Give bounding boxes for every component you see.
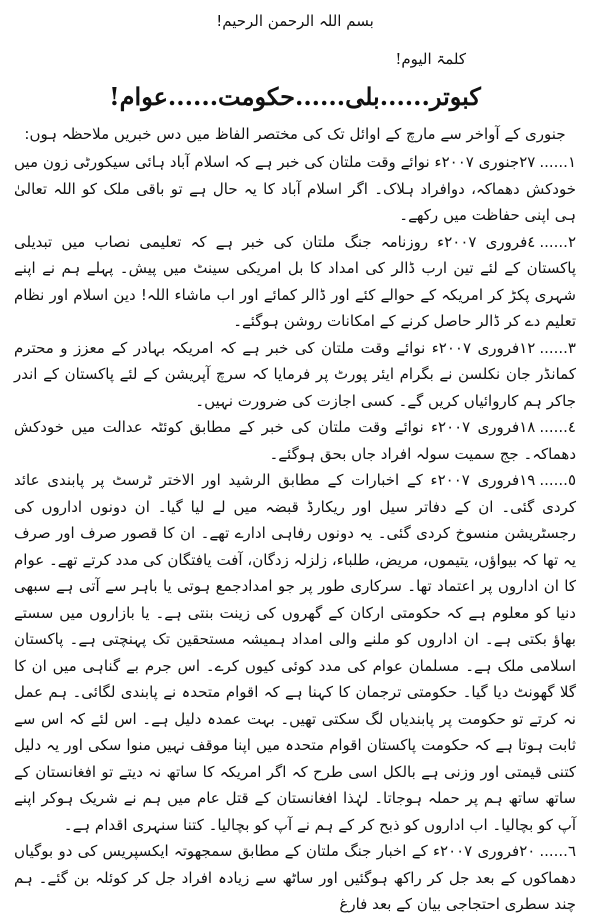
news-item-text: ١٩فروری ٢٠٠٧ء کے اخبارات کے مطابق الرشید اور الاختر ٹرسٹ پر پابندی عائد کردی گئی۔ ان کے دفاتر سیل اور ریکارڈ قبضہ میں لے لیا گیا۔ ان دونوں اداروں کی رجسٹریشن منسوخ کردی گئی۔ یہ دونوں رفاہی ادارے تھے۔ ان کا قصور صرف اور صرف یہ تھا کہ بیواؤں، یتیموں، مریض، طلباء، زلزلہ زدگان، آفت یافتگان کی مدد کرتے تھے۔ عوام کا ان اداروں پر اعتماد تھا۔ سرکاری طور پر جو امدادجمع ہوتی یا باہر سے آتی ہے سبھی دنیا کو معلوم ہے کہ حکومتی ارکان کے گھروں کی زینت بنتی ہے۔ یا بازاروں میں سستے بھاؤ بکتی ہے۔ ان اداروں کو ملنے والی امداد ہمیشہ مستحقین تک پہنچتی ہے۔ پاکستان اسلامی ملک ہے۔ مسلمان عوام کی مدد کوئی کیوں کرے۔ اس جرم بے گناہی میں ان کا گلا گھونٹ دیا گیا۔ حکومتی ترجمان کا کہنا ہے کہ اقوام متحدہ نے پابندی لگائی۔ ہم عمل نہ کرتے تو حکومت پر پابندیاں لگ سکتی تھیں۔ بہت عمدہ دلیل ہے۔ اس لئے کہ اس سے ثابت ہوتا ہے کہ حکومت پاکستان اقوام متحدہ میں اپنا موقف نہیں منوا سکی اور یہ دلیل کتنی قیمتی اور وزنی ہے بالکل اسی طرح کہ اگر امریکہ کا ساتھ نہ دیتے تو افغانستان کے ساتھ ساتھ ہم پر حملہ ہوجاتا۔ لہٰذا افغانستان کے قتل عام میں ہم نے شریک ہوکر اپنے آپ کو بچالیا۔ اب اداروں کو ذبح کر کے ہم نے آپ کو بچالیا۔ کتنا سنہری اقدام ہے۔	[14, 471, 576, 834]
news-item-3	[14, 335, 576, 415]
article-headline: کبوتر......بلی......حکومت......عوام!	[109, 82, 481, 111]
news-item-text: ٤فروری ٢٠٠٧ء روزنامہ جنگ ملتان کی خبر ہے کہ تعلیمی نصاب میں تبدیلی پاکستان کے لئے تین ارب ڈالر کی امداد کا بل امریکی سینٹ میں پیش۔ پہلے ہم نے اپنے شہری پکڑ کر امریکہ کے حوالے کئے اور ڈالر کمائے اور اب ماشاء اللہ! دین اسلام اور نظام تعلیم دے کر ڈالر حاصل کرنے کے امکانات روشن ہوگئے۔	[14, 232, 576, 330]
news-item-number: ٣......	[539, 338, 576, 357]
news-item-number: ١......	[539, 153, 576, 171]
news-item-6	[14, 838, 576, 918]
column-label: کلمۃ الیوم!	[395, 50, 466, 68]
article-intro: جنوری کے آواخر سے مارچ کے اوائل تک کی مختصر الفاظ میں دس خبریں ملاحظہ ہوں:	[24, 125, 566, 143]
news-item-number: ٥......	[539, 471, 576, 489]
news-item-number: ٤......	[539, 418, 576, 436]
news-item-1	[14, 149, 576, 229]
news-item-2	[14, 229, 576, 335]
news-item-5	[14, 467, 576, 838]
news-item-number: ٦......	[539, 842, 576, 860]
news-item-number: ٢......	[539, 232, 577, 251]
news-item-4	[14, 414, 576, 467]
news-item-text: ٢٠فروری ٢٠٠٧ء کے اخبار جنگ ملتان کے مطابق سمجھوتہ ایکسپریس کی دو بوگیاں دھماکوں کے بعد جل کر راکھ ہوگئیں اور ساٹھ سے زیادہ افراد جل کر کوئلہ بن گئے۔ ہم چند سطری احتجاجی بیان کے بعد فارغ	[14, 842, 576, 913]
news-item-text: ١٢فروری ٢٠٠٧ء نوائے وقت ملتان کی خبر ہے کہ امریکہ بہادر کے معزز و محترم کمانڈر جان نکلسن نے بگرام ایئر پورٹ پر فرمایا کہ سرچ آپریشن کے لئے پاکستان کے اندر جاکر ہم کاروائیاں کریں گے۔ کسی اجازت کی ضرورت نہیں۔	[14, 338, 576, 410]
news-item-text: ٢٧جنوری ٢٠٠٧ء نوائے وقت ملتان کی خبر ہے کہ اسلام آباد ہائی سیکورٹی زون میں خودکش دھماکہ، دوافراد ہلاک۔ اگر اسلام آباد کا یہ حال ہے تو باقی ملک کو اللہ تعالیٰ ہی اپنی حفاظت میں رکھے۔	[14, 153, 576, 224]
bismillah-heading: بسم اللہ الرحمن الرحیم!	[216, 12, 374, 30]
news-item-text: ١٨فروری ٢٠٠٧ء نوائے وقت ملتان کی خبر کے مطابق کوئٹہ عدالت میں خودکش دھماکہ۔ جج سمیت سولہ افراد جاں بحق ہوگئے۔	[14, 418, 576, 463]
